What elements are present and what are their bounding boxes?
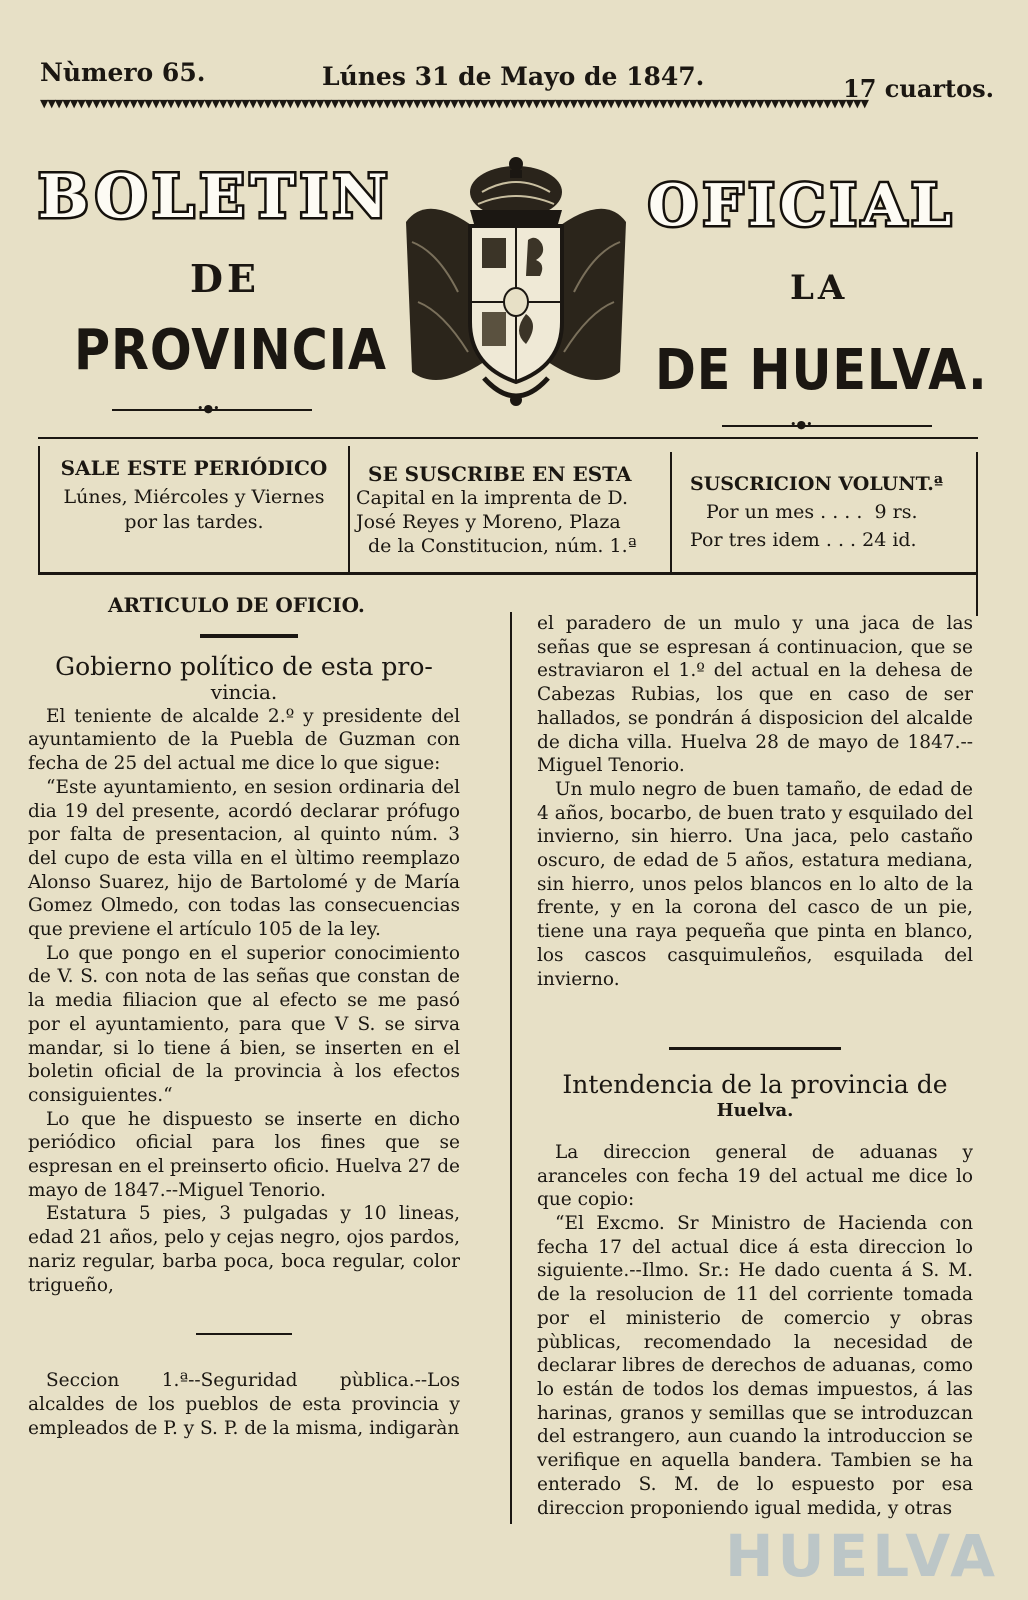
box-divider-1 [348, 446, 350, 574]
right-para-1: el paradero de un mulo y una jaca de las señas que se espresan á continuacion, que se estraviaron el 1.º del actual en la dehesa de Cabezas Rubias, los que en caso de ser hallados, se pondrán á disposicion del alcalde de dicha villa. Huelva 28 de mayo de 1847.--Miguel Tenorio. [537, 613, 973, 777]
price-month: Por un mes . . . . 9 rs. [706, 501, 918, 523]
box-divider-2 [670, 452, 672, 574]
left-para-2: “Este ayuntamiento, en sesion ordinaria del dia 19 del presente, acordó declarar prófugo por falta de presentacion, al quinto núm. 3 del cupo de esta villa en el ùltimo reemplazo Alonso Suarez, hijo de Bartolomé y de María Gomez Olmedo, con todas las consecuencias que previene el artículo 105 de la ley. [28, 776, 460, 941]
left-para-5: Estatura 5 pies, 3 pulgadas y 10 lineas, edad 21 años, pelo y cejas negro, ojos pardos, nariz regular, barba poca, boca regular, color trigueño, [28, 1203, 460, 1296]
shield-icon [470, 226, 562, 382]
issue-date: Lúnes 31 de Mayo de 1847. [322, 62, 705, 91]
box-bottom-rule [38, 572, 978, 575]
archive-watermark: HUELVA [725, 1522, 1000, 1590]
right-para-3: La direccion general de aduanas y aranceles con fecha 19 del actual me dice lo que copio: [537, 1141, 973, 1211]
schedule-time: por las tardes. [124, 511, 264, 533]
schedule-days: Lúnes, Miércoles y Viernes [63, 486, 325, 508]
gobierno-heading: Gobierno político de esta pro- [55, 652, 433, 681]
subscribe-line3: de la Constitucion, núm. 1.ª [368, 535, 637, 557]
left-para-3: Lo que pongo en el superior conocimiento de V. S. con nota de las señas que constan de la media filiacion que al efecto se me pasó por el ayuntamiento, para que V S. se sirva mandar, si lo tiene á bien, se inserten en el boletin oficial de la provincia à los efectos consiguientes.“ [28, 942, 460, 1106]
issue-price: 17 cuartos. [843, 74, 994, 103]
intendencia-heading: Intendencia de la provincia de [562, 1070, 948, 1100]
right-para-2: Un mulo negro de buen tamaño, de edad de 4 años, bocarbo, de buen trato y esquilado del invierno, sin hierro. Una jaca, pelo castaño oscuro, de edad de 5 años, estatura mediana, sin hierro, unos pelos blancos en lo alto de la frente, y en la corona del casco de un pie, tiene una raya pequeña que pinta en blanco, los cascos casquimuleños, esquilada del invierno. [537, 778, 973, 990]
box-right-rule [976, 452, 978, 616]
issue-number: Nùmero 65. [40, 58, 206, 87]
gobierno-heading-cont: vincia. [210, 680, 278, 704]
section-title: ARTICULO DE OFICIO. [108, 593, 365, 617]
left-para-6: Seccion 1.ª--Seguridad pùblica.--Los alcaldes de los pueblos de esta provincia y empleados de P. y S. P. de la misma, indigaràn [28, 1370, 460, 1439]
box-top-rule [38, 437, 978, 439]
prices-heading: SUSCRICION VOLUNT.ª [690, 473, 944, 495]
box-left-rule [38, 446, 40, 574]
title-oficial: OFICIAL [648, 172, 957, 239]
title-underline-right [722, 425, 932, 427]
subscribe-line2: José Reyes y Moreno, Plaza [356, 511, 621, 533]
section-title-rule [200, 634, 298, 638]
intendencia-heading-cont: Huelva. [716, 1100, 794, 1122]
info-box-subscribe [356, 462, 668, 558]
schedule-heading: SALE ESTE PERIÓDICO [60, 456, 328, 480]
subscribe-heading: SE SUSCRIBE EN ESTA [368, 462, 632, 486]
info-box-schedule [44, 456, 344, 535]
left-separator [196, 1333, 292, 1335]
title-provincia: PROVINCIA [74, 318, 387, 383]
right-separator [669, 1047, 841, 1050]
ornamental-border: ▼▼▼▼▼▼▼▼▼▼▼▼▼▼▼▼▼▼▼▼▼▼▼▼▼▼▼▼▼▼▼▼▼▼▼▼▼▼▼▼▼▼▼▼▼▼▼▼▼▼▼▼▼▼▼▼▼▼▼▼▼▼▼▼▼▼▼▼▼▼▼▼▼▼▼▼▼▼▼▼▼▼▼▼▼▼▼▼▼▼▼▼▼▼▼▼▼▼▼▼▼▼▼▼▼▼▼▼▼▼▼ [40, 97, 869, 110]
title-de: DE [190, 256, 260, 301]
right-para-4: “El Excmo. Sr Ministro de Hacienda con fecha 17 del actual dice á esta direccion lo siguiente.--Ilmo. Sr.: He dado cuenta á S. M. de la resolucion de 11 del corriente tomada por el ministerio de comercio y obras pùblicas, recomendado la necesidad de declarar libres de derechos de aduanas, como lo están de todos los demas impuestos, á las harinas, granos y semillas que se introduzcan del estrangero, aun cuando la introduccion se verifique en aquella bandera. Tambien se ha enterado S. M. de lo espuesto por esa direccion proponiendo igual medida, y otras [537, 1213, 973, 1519]
ornament-right: •●• [790, 418, 813, 431]
royal-coat-of-arms [398, 152, 634, 414]
column-divider [510, 612, 512, 1524]
left-column [28, 652, 460, 1440]
title-huelva: DE HUELVA. [655, 338, 988, 403]
crown-icon [470, 157, 562, 224]
info-box-prices [690, 470, 974, 554]
right-column [537, 612, 973, 1520]
ornament-left: •●• [197, 402, 220, 415]
title-boletin: BOLETIN [38, 162, 393, 232]
left-para-4: Lo que he dispuesto se inserte en dicho periódico oficial para los fines que se espresan en el preinserto oficio. Huelva 27 de mayo de 1847.--Miguel Tenorio. [28, 1108, 460, 1201]
left-para-1: El teniente de alcalde 2.º y presidente del ayuntamiento de la Puebla de Guzman con fecha de 25 del actual me dice lo que sigue: [28, 705, 460, 775]
price-three-months: Por tres idem . . . 24 id. [690, 529, 917, 551]
title-la: LA [790, 268, 849, 308]
subscribe-line1: Capital en la imprenta de D. [356, 487, 629, 509]
